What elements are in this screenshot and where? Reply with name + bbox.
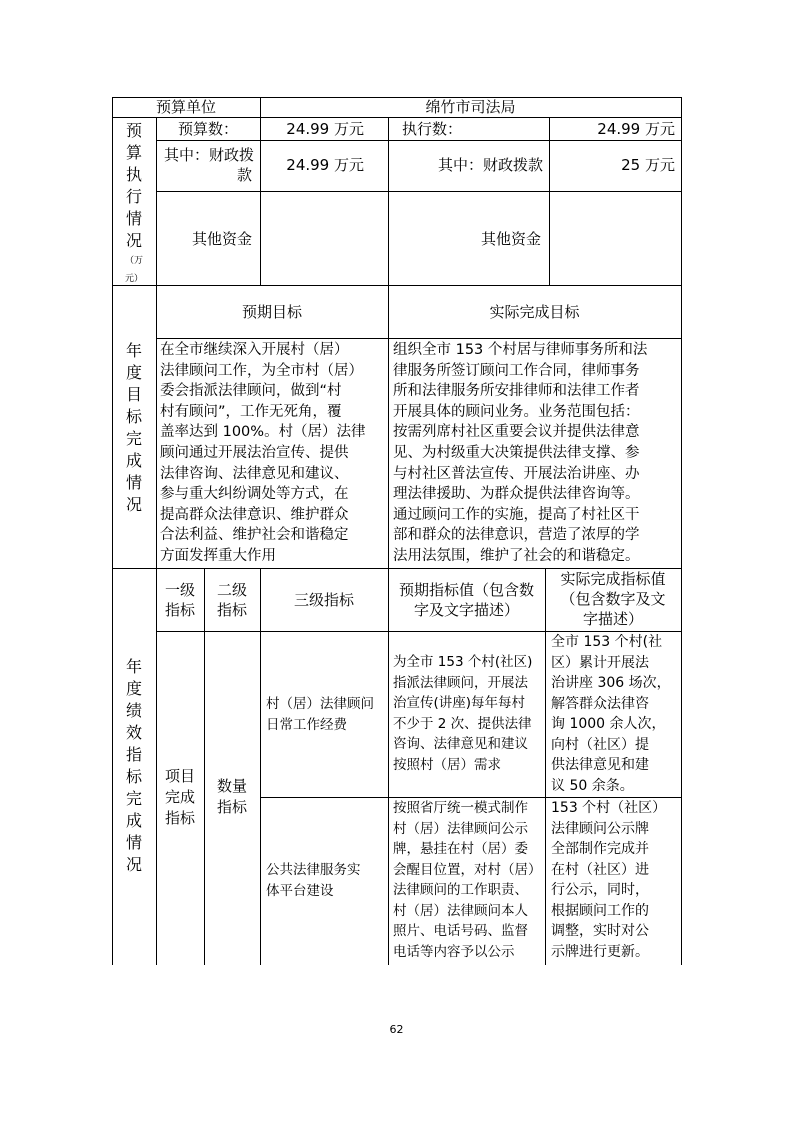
other-funds-label-right: 其他资金 [480,230,541,248]
table-row-2-actual: 153 个村（社区） 法律顾问公示牌 全部制作完成并 在村（社区）进 行公示，同时， 根据顾问工作的 调整，实时对公 示牌进行更新。 [551,800,667,960]
annual-goal-section-title: 年 度 目 标 完 成 情 况 [125,341,142,514]
exec-value: 24.99 万元 [597,120,675,138]
page-number: 62 [389,1023,404,1036]
performance-section-title: 年 度 绩 效 指 标 完 成 情 况 [125,657,142,874]
exec-label: 执行数： [402,120,463,138]
level1-value: 项目 完成 指标 [164,767,195,827]
col-header-expected: 预期指标值（包含数 字及文字描述） [398,581,534,619]
budget-value: 24.99 万元 [286,120,364,138]
col-header-level3: 三级指标 [293,591,354,609]
fiscal-label-left: 其中：财政拨 款 [164,146,255,184]
level2-value: 数量 指标 [216,777,247,816]
expected-goal-text: 在全市继续深入开展村（居） 法律顾问工作，为全市村（居） 委会指派法律顾问，做到“村 村有顾问”，工作无死角，覆 盖率达到 100%。村（居）法律 顾问通过开展法治宣传、提供 法律咨询、法律意见和建议、 参与重大纠纷调处等方式，在 提高群众法律意识、维护群众 合法利益、维护社会和谐稳定 方面发挥重大作用 [160,342,366,564]
actual-goal-header: 实际完成目标 [489,303,580,321]
table-row-1-indicator: 村（居）法律顾问 日常工作经费 [266,696,374,733]
unit-label: 预算单位 [155,98,216,116]
fiscal-label-right: 其中：财政拨款 [437,156,543,174]
table-row-1-actual: 全市 153 个村(社 区）累计开展法 治讲座 306 场次， 解答群众法律咨 询 1000 余人次， 向村（社区）提 供法律意见和建 议 50 余条。 [551,634,671,794]
actual-goal-text: 组织全市 153 个村居与律师事务所和法 律服务所签订顾问工作合同，律师事务 所和法律服务所安排律师和法律工作者 开展具体的顾问业务。业务范围包括： 按需列席村社区重要会议并提供法律意 见、为村级重大决策提供法律支撑、参 与村社区普法宣传、开展法治讲座、办 理法律援助、为群众提供法律咨询等。 通过顾问工作的实施，提高了村社区干 部和群众的法律意识，营造了浓厚的学 法用法氛围，维护了社会的和谐稳定。 [393,342,648,564]
col-header-level2: 二级 指标 [216,581,247,619]
expected-goal-header: 预期目标 [241,303,302,321]
budget-label: 预算数： [177,120,238,138]
budget-section-title: 预 算 执 行 情 况 （万 元） [124,121,143,284]
unit-value: 绵竹市司法局 [425,98,516,116]
col-header-level1: 一级 指标 [164,581,195,619]
col-header-actual: 实际完成指标值 （包含数字及文 字描述） [560,570,666,628]
table-row-1-expected: 为全市 153 个村(社区) 指派法律顾问，开展法 治宣传(讲座)每年每村 不少于 2 次、提供法律 咨询、法律意见和建议 按照村（居）需求 [393,654,533,773]
fiscal-value-left: 24.99 万元 [286,156,364,174]
fiscal-value-right: 25 万元 [621,156,675,174]
table-row-2-indicator: 公共法律服务实 体平台建设 [266,862,361,899]
other-funds-label-left: 其他资金 [191,230,252,248]
table-row-2-expected: 按照省厅统一模式制作 村（居）法律顾问公示 牌，悬挂在村（居）委 会醒目位置，对村（居） 法律顾问的工作职责、 村（居）法律顾问本人 照片、电话号码、监督 电话等内容予以公示 [393,800,542,960]
